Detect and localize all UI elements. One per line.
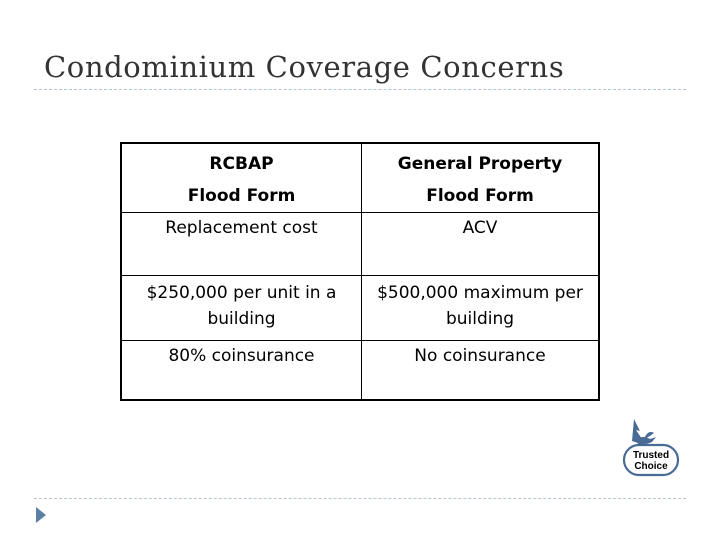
cell-line: building — [207, 309, 276, 329]
table-cell — [122, 280, 361, 332]
header-line: RCBAP — [209, 154, 274, 174]
trusted-choice-logo — [620, 417, 684, 479]
logo-text-line2: Choice — [634, 461, 668, 472]
table-header-general-property — [362, 148, 598, 212]
header-line: Flood Form — [187, 186, 296, 206]
table-row-divider — [122, 275, 598, 276]
table-cell — [362, 280, 598, 332]
slide-title: Condominium Coverage Concerns — [44, 50, 565, 84]
table-row-divider — [122, 212, 598, 213]
footer-divider — [34, 498, 686, 499]
slide-bullet-icon — [36, 507, 46, 523]
table-header-rcbap — [122, 148, 361, 212]
table-row-divider — [122, 340, 598, 341]
table-cell: No coinsurance — [414, 346, 546, 366]
logo-text-line1: Trusted — [632, 450, 670, 461]
header-line: General Property — [397, 154, 563, 174]
header-line: Flood Form — [426, 186, 534, 206]
eagle-icon — [632, 419, 656, 445]
table-cell: 80% coinsurance — [168, 346, 315, 366]
table-cell: ACV — [462, 218, 498, 238]
title-divider — [34, 89, 686, 90]
comparison-table — [120, 142, 600, 401]
table-cell: Replacement cost — [165, 218, 318, 238]
cell-line: $250,000 per unit in a — [146, 283, 337, 303]
cell-line: building — [445, 309, 515, 329]
cell-line: $500,000 maximum per — [377, 283, 583, 303]
